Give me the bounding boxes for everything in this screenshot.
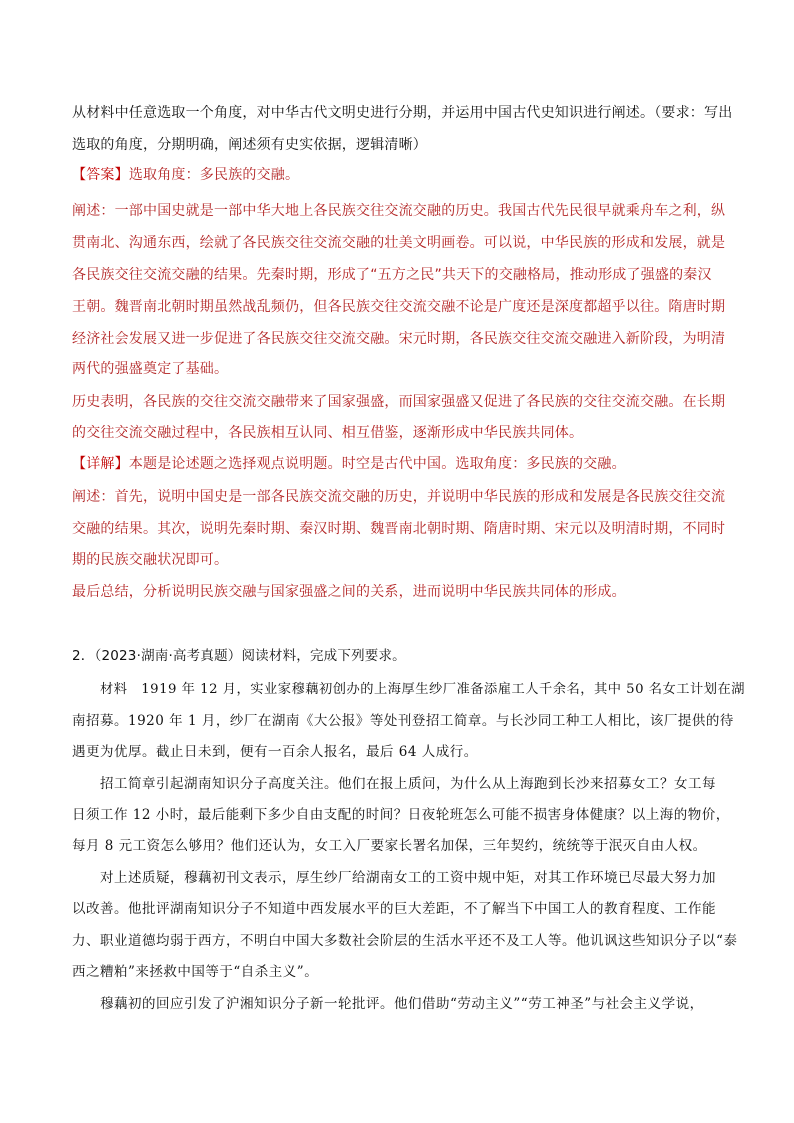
material-line: 对上述质疑，穆藕初刊文表示，厚生纱厂给湖南女工的工资中规中矩，对其工作环境已尽最大努力加 bbox=[100, 870, 716, 886]
material-line: 以改善。他批评湖南知识分子不知道中西发展水平的巨大差距，不了解当下中国工人的教育程度、工作能 bbox=[72, 901, 716, 917]
detail-line: 最后总结，分析说明民族交融与国家强盛之间的关系，进而说明中华民族共同体的形成。 bbox=[72, 584, 626, 600]
material-line: 招工简章引起湖南知识分子高度关注。他们在报上质问，为什么从上海跑到长沙来招募女工？女工每 bbox=[100, 776, 716, 792]
answer-line: 经济社会发展又进一步促进了各民族交往交流交融。宋元时期，各民族交往交流交融进入新阶段，为明清 bbox=[72, 331, 726, 347]
material-line: 遇更为优厚。截止日未到，便有一百余人报名，最后 64 人成行。 bbox=[72, 744, 478, 760]
material-line: 材料 1919 年 12 月，实业家穆藕初创办的上海厚生纱厂准备添雇工人千余名，其中 50 名女工计划在湖 bbox=[100, 682, 746, 697]
detail-first-line bbox=[72, 453, 626, 473]
material-line: 每月 8 元工资怎么够用？他们还认为，女工入厂要家长署名加保，三年契约，统统等于泯灭自由人权。 bbox=[72, 838, 707, 854]
question-line-1: 从材料中任意选取一个角度，对中华古代文明史进行分期，并运用中国古代史知识进行阐述。（要求：写出 bbox=[72, 105, 733, 121]
answer-line: 的交往交流交融过程中，各民族相互认同、相互借鉴，逐渐形成中华民族共同体。 bbox=[72, 425, 584, 441]
answer-line: 两代的强盛奠定了基础。 bbox=[72, 361, 229, 377]
material-line: 日须工作 12 小时，最后能剩下多少自由支配的时间？日夜轮班怎么可能不损害身体健康？以上海的物价， bbox=[72, 807, 730, 823]
question-2-header: 2．（2023·湖南·高考真题）阅读材料，完成下列要求。 bbox=[72, 648, 406, 664]
answer-line: 阐述：一部中国史就是一部中华大地上各民族交往交流交融的历史。我国古代先民很早就乘舟车之利，纵 bbox=[72, 203, 726, 219]
detail-line: 交融的结果。其次，说明先秦时期、秦汉时期、魏晋南北朝时期、隋唐时期、宋元以及明清时期，不同时 bbox=[72, 521, 726, 537]
answer-line: 贯南北、沟通东西，绘就了各民族交往交流交融的壮美文明画卷。可以说，中华民族的形成和发展，就是 bbox=[72, 235, 726, 251]
material-line: 力、职业道德均弱于西方，不明白中国大多数社会阶层的生活水平还不及工人等。他讥讽这些知识分子以“泰 bbox=[72, 933, 738, 949]
detail-summary: 本题是论述题之选择观点说明题。时空是古代中国。选取角度：多民族的交融。 bbox=[128, 456, 626, 472]
answer-tag: 【答案】 bbox=[72, 167, 129, 183]
answer-first-line bbox=[72, 164, 299, 184]
answer-line: 王朝。魏晋南北朝时期虽然战乱频仍，但各民族交往交流交融不论是广度还是深度都超乎以往。隋唐时期 bbox=[72, 299, 726, 315]
detail-line: 期的民族交融状况即可。 bbox=[72, 552, 229, 568]
question-line-2: 选取的角度，分期明确，阐述须有史实依据，逻辑清晰） bbox=[72, 137, 427, 153]
answer-angle: 选取角度：多民族的交融。 bbox=[128, 167, 300, 183]
answer-line: 各民族交往交流交融的结果。先秦时期，形成了“五方之民”共天下的交融格局，推动形成了强盛的秦汉 bbox=[72, 267, 712, 283]
detail-tag: 【详解】 bbox=[72, 456, 129, 472]
detail-line: 阐述：首先，说明中国史是一部各民族交流交融的历史，并说明中华民族的形成和发展是各民族交往交流 bbox=[72, 489, 726, 505]
material-line: 穆藕初的回应引发了沪湘知识分子新一轮批评。他们借助“劳动主义”“劳工神圣”与社会主义学说， bbox=[100, 996, 704, 1012]
answer-line: 历史表明，各民族的交往交流交融带来了国家强盛，而国家强盛又促进了各民族的交往交流交融。在长期 bbox=[72, 394, 726, 410]
material-line: 西之糟粕”来拯救中国等于“自杀主义”。 bbox=[72, 964, 319, 980]
material-line: 南招募。1920 年 1 月，纱厂在湖南《大公报》等处刊登招工简章。与长沙同工种工人相比，该厂提供的待 bbox=[72, 713, 734, 729]
